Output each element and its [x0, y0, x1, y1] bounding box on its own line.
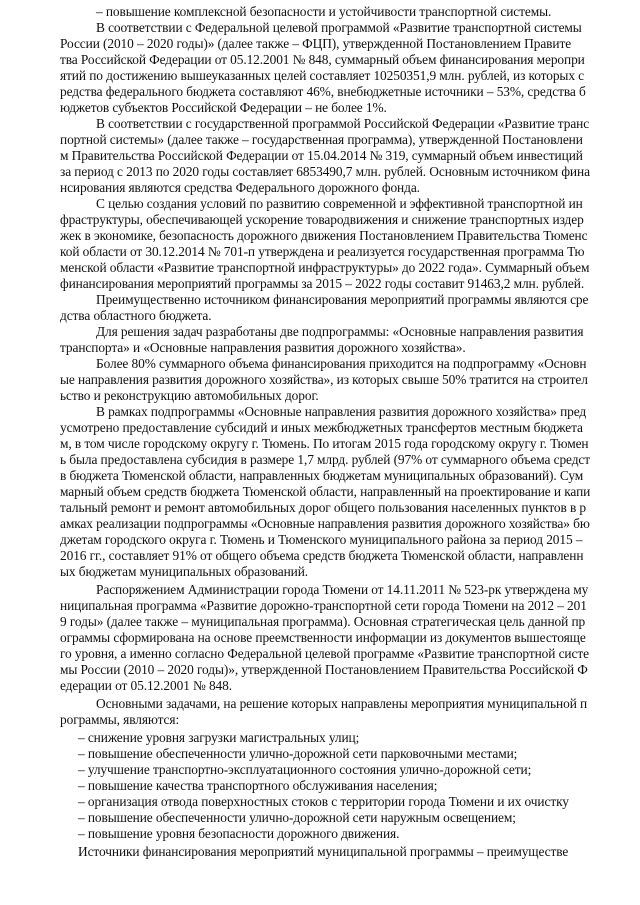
- list-item: – повышение качества транспортного обслуживания населения;: [78, 778, 438, 793]
- text-line: ь была предоставлена субсидия в размере 1,7 млрд. рублей (97% от суммарного объема средст: [60, 452, 591, 467]
- text-line: мы России (2010 – 2020 годы)», утвержденной Постановлением Правительства Российской Ф: [60, 662, 588, 677]
- text-line: ниципальная программа «Развитие дорожно-транспортной сети города Тюмени на 2012 – 201: [60, 598, 587, 613]
- text-line: фраструктуры, обеспечивающей ускорение товародвижения и снижение транспортных издер: [60, 212, 584, 227]
- text-line: марный объем средств бюджета Тюменской области, направленный на проектирование и капи: [60, 484, 591, 499]
- list-item: – организация отвода поверхностных стоков с территории города Тюмени и их очистку: [78, 794, 569, 809]
- text-line: редства федерального бюджета составляют 46%, внебюджетные источники – 53%, средства б: [60, 84, 586, 99]
- text-line: Преимущественно источником финансирования мероприятий программы являются сре: [96, 292, 589, 307]
- text-line: рограммы, являются:: [60, 712, 180, 727]
- text-line: кой области от 30.12.2014 № 701-п утверждена и реализуется государственная программа Тю: [60, 244, 585, 259]
- text-line: ьство и реконструкцию автомобильных дорог.: [60, 388, 319, 403]
- text-line: ограммы сформирована на основе преемственности информации из документов вышестояще: [60, 630, 586, 645]
- text-line: м Правительства Российской Федерации от 15.04.2014 № 319, суммарный объем инвестиций: [60, 148, 583, 163]
- text-line: нсирования являются средства Федерального дорожного фонда.: [60, 180, 420, 195]
- list-item: – повышение обеспеченности улично-дорожной сети парковочными местами;: [78, 746, 518, 761]
- text-line: 9 годы» (далее также – муниципальная программа). Основная стратегическая цель данной пр: [60, 614, 586, 629]
- text-line: В рамках подпрограммы «Основные направления развития дорожного хозяйства» пред: [96, 404, 587, 419]
- text-line: Распоряжением Администрации города Тюмени от 14.11.2011 № 523-рк утверждена му: [96, 582, 589, 597]
- text-line: в бюджета Тюменской области, направленных бюджетам муниципальных образований). Сум: [60, 468, 584, 483]
- text-line: ые направления развития дорожного хозяйства», из которых свыше 50% тратится на строител: [60, 372, 588, 387]
- text-line: дства областного бюджета.: [60, 308, 212, 323]
- text-line: менской области «Развитие транспортной инфраструктуры» до 2022 года». Суммарный объем: [60, 260, 590, 275]
- text-line: Более 80% суммарного объема финансирования приходится на подпрограмму «Основн: [96, 356, 587, 371]
- text-line: тальный ремонт и ремонт автомобильных дорог общего пользования населенных пунктов в р: [60, 500, 587, 515]
- text-line: Источники финансирования мероприятий муниципальной программы – преимуществе: [78, 844, 569, 859]
- text-line: тва Российской Федерации от 05.12.2001 № 848, суммарный объем финансирования меропри: [60, 52, 585, 67]
- text-line: России (2010 – 2020 годы)» (далее также – ФЦП), утвержденной Постановлением Правите: [60, 36, 572, 51]
- list-item: – улучшение транспортно-эксплуатационного состояния улично-дорожной сети;: [78, 762, 532, 777]
- text-line: С целью создания условий по развитию современной и эффективной транспортной ин: [96, 196, 583, 211]
- text-line: едерации от 05.12.2001 № 848.: [60, 678, 232, 693]
- text-line: амках реализации подпрограммы «Основные направления развития дорожного хозяйства» бю: [60, 516, 590, 531]
- text-line: м, в том числе городскому округу г. Тюмень. По итогам 2015 года городскому округу г. Тюмен: [60, 436, 589, 451]
- text-line: транспорта» и «Основные направления развития дорожного хозяйства».: [60, 340, 466, 355]
- text-line: финансирования мероприятий программы за 2015 – 2022 годы составит 91463,2 млн. рублей.: [60, 276, 585, 291]
- list-item: – повышение обеспеченности улично-дорожной сети наружным освещением;: [78, 810, 516, 825]
- text-line: Для решения задач разработаны две подпрограммы: «Основные направления развития: [96, 324, 584, 339]
- text-line: В соответствии с государственной программой Российской Федерации «Развитие транс: [96, 116, 590, 131]
- text-line: – повышение комплексной безопасности и устойчивости транспортной системы.: [96, 4, 552, 19]
- text-line: Основными задачами, на решение которых направлены мероприятия муниципальной п: [96, 696, 588, 711]
- text-line: ятий по достижению вышеуказанных целей составляет 10250351,9 млн. рублей, из которых с: [60, 68, 585, 83]
- text-line: В соответствии с Федеральной целевой программой «Развитие транспортной системы: [96, 20, 582, 35]
- text-line: за период с 2013 по 2020 годы составляет 6853490,7 млн. рублей. Основным источником фина: [60, 164, 590, 179]
- text-line: ых бюджетам муниципальных образований.: [60, 564, 309, 579]
- list-item: – повышение уровня безопасности дорожного движения.: [78, 826, 400, 841]
- text-line: 2016 гг., составляет 91% от общего объема средств бюджета Тюменской области, направленн: [60, 548, 584, 563]
- text-line: юджетов субъектов Российской Федерации – не более 1%.: [60, 100, 387, 115]
- text-line: джетам городского округа г. Тюмень и Тюменского муниципального района за период 2015 –: [60, 532, 583, 547]
- list-item: – снижение уровня загрузки магистральных улиц;: [78, 730, 360, 745]
- text-line: жек в экономике, безопасность дорожного движения Постановлением Правительства Тюменс: [60, 228, 588, 243]
- text-line: портной системы» (далее также – государственная программа), утвержденной Постановлени: [60, 132, 583, 147]
- text-line: усмотрено предоставление субсидий и иных межбюджетных трансфертов местным бюджета: [60, 420, 583, 435]
- text-line: го уровня, а именно согласно Федеральной целевой программе «Развитие транспортной систе: [60, 646, 589, 661]
